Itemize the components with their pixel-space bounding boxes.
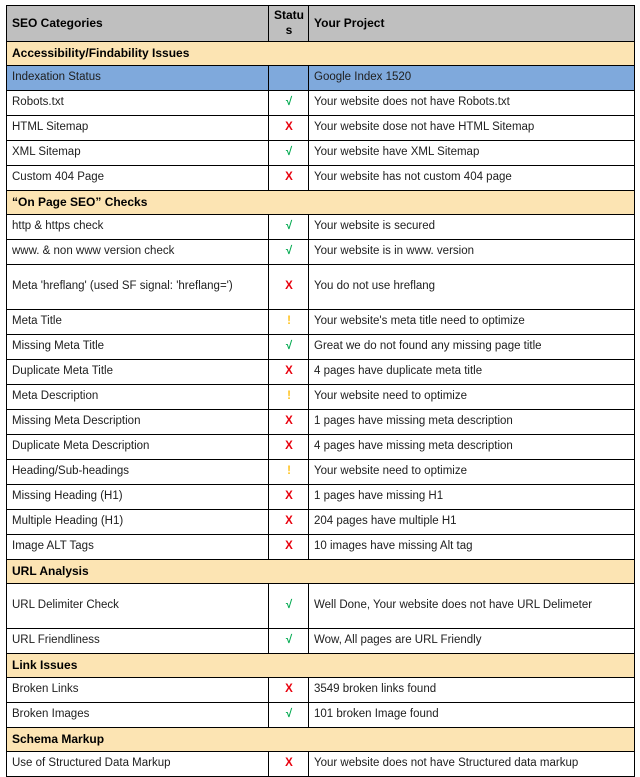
category-cell: Heading/Sub-headings: [7, 459, 269, 484]
check-icon: √: [285, 340, 293, 353]
category-cell: URL Friendliness: [7, 628, 269, 653]
category-cell: Broken Links: [7, 677, 269, 702]
table-row: [7, 702, 635, 727]
project-result-cell: Your website need to optimize: [309, 459, 635, 484]
project-result-cell: Great we do not found any missing page title: [309, 334, 635, 359]
category-cell: HTML Sitemap: [7, 115, 269, 140]
status-cell: [269, 534, 309, 559]
check-icon: √: [285, 220, 293, 233]
status-cell: [269, 583, 309, 628]
status-cell: [269, 115, 309, 140]
project-result-cell: Your website is in www. version: [309, 239, 635, 264]
project-result-cell: Google Index 1520: [309, 65, 635, 90]
category-cell: URL Delimiter Check: [7, 583, 269, 628]
project-result-cell: Your website's meta title need to optimize: [309, 309, 635, 334]
status-cell: [269, 214, 309, 239]
table-header-row: [7, 6, 635, 42]
table-row: [7, 140, 635, 165]
status-cell: [269, 484, 309, 509]
status-cell: [269, 334, 309, 359]
status-cell: [269, 239, 309, 264]
table-row: [7, 751, 635, 776]
category-cell: Robots.txt: [7, 90, 269, 115]
section-title: “On Page SEO” Checks: [7, 190, 635, 214]
cross-icon: X: [285, 683, 293, 696]
project-result-cell: Well Done, Your website does not have URL Delimeter: [309, 583, 635, 628]
status-cell: [269, 264, 309, 309]
status-cell: [269, 409, 309, 434]
category-cell: Image ALT Tags: [7, 534, 269, 559]
project-result-cell: 3549 broken links found: [309, 677, 635, 702]
category-cell: Missing Heading (H1): [7, 484, 269, 509]
table-row: [7, 434, 635, 459]
warning-icon: !: [287, 390, 291, 403]
project-result-cell: Your website does not have Robots.txt: [309, 90, 635, 115]
status-cell: [269, 384, 309, 409]
status-cell: [269, 165, 309, 190]
project-result-cell: 1 pages have missing meta description: [309, 409, 635, 434]
table-row: [7, 359, 635, 384]
table-row: [7, 677, 635, 702]
cross-icon: X: [285, 415, 293, 428]
table-row: [7, 239, 635, 264]
section-header-row: [7, 559, 635, 583]
cross-icon: X: [285, 540, 293, 553]
category-cell: Use of Structured Data Markup: [7, 751, 269, 776]
category-cell: Missing Meta Title: [7, 334, 269, 359]
status-cell: [269, 509, 309, 534]
table-row: [7, 459, 635, 484]
table-row: [7, 583, 635, 628]
status-cell: [269, 65, 309, 90]
category-cell: Meta 'hreflang' (used SF signal: 'hreflang='): [7, 264, 269, 309]
section-title: Link Issues: [7, 653, 635, 677]
table-row: [7, 214, 635, 239]
status-cell: [269, 434, 309, 459]
project-result-cell: 204 pages have multiple H1: [309, 509, 635, 534]
table-row: [7, 115, 635, 140]
project-result-cell: 1 pages have missing H1: [309, 484, 635, 509]
status-cell: [269, 140, 309, 165]
project-column-header: Your Project: [309, 6, 635, 42]
project-result-cell: Your website has not custom 404 page: [309, 165, 635, 190]
project-result-cell: Your website need to optimize: [309, 384, 635, 409]
project-result-cell: 4 pages have missing meta description: [309, 434, 635, 459]
project-result-cell: Your website dose not have HTML Sitemap: [309, 115, 635, 140]
project-result-cell: You do not use hreflang: [309, 264, 635, 309]
category-cell: http & https check: [7, 214, 269, 239]
section-header-row: [7, 727, 635, 751]
check-icon: √: [285, 599, 293, 612]
cross-icon: X: [285, 490, 293, 503]
category-cell: Meta Title: [7, 309, 269, 334]
category-cell: Broken Images: [7, 702, 269, 727]
category-cell: Missing Meta Description: [7, 409, 269, 434]
check-icon: √: [285, 708, 293, 721]
category-column-header: SEO Categories: [7, 6, 269, 42]
table-row: [7, 484, 635, 509]
status-cell: [269, 702, 309, 727]
table-row: [7, 409, 635, 434]
project-result-cell: Wow, All pages are URL Friendly: [309, 628, 635, 653]
table-row: [7, 628, 635, 653]
category-cell: Meta Description: [7, 384, 269, 409]
project-result-cell: 4 pages have duplicate meta title: [309, 359, 635, 384]
project-result-cell: Your website is secured: [309, 214, 635, 239]
check-icon: √: [285, 245, 293, 258]
project-result-cell: 10 images have missing Alt tag: [309, 534, 635, 559]
status-cell: [269, 628, 309, 653]
table-row: [7, 65, 635, 90]
section-header-row: [7, 653, 635, 677]
status-cell: [269, 90, 309, 115]
status-cell: [269, 677, 309, 702]
status-cell: [269, 751, 309, 776]
section-header-row: [7, 190, 635, 214]
status-cell: [269, 459, 309, 484]
project-result-cell: 101 broken Image found: [309, 702, 635, 727]
section-header-row: [7, 41, 635, 65]
category-cell: Duplicate Meta Title: [7, 359, 269, 384]
cross-icon: X: [285, 121, 293, 134]
category-cell: XML Sitemap: [7, 140, 269, 165]
table-row: [7, 509, 635, 534]
category-cell: Multiple Heading (H1): [7, 509, 269, 534]
check-icon: √: [285, 634, 293, 647]
seo-audit-table: [6, 5, 635, 777]
cross-icon: X: [285, 365, 293, 378]
category-cell: Custom 404 Page: [7, 165, 269, 190]
warning-icon: !: [287, 465, 291, 478]
section-title: Accessibility/Findability Issues: [7, 41, 635, 65]
table-row: [7, 90, 635, 115]
check-icon: √: [285, 96, 293, 109]
status-column-header: Status: [269, 6, 309, 42]
cross-icon: X: [285, 171, 293, 184]
status-cell: [269, 359, 309, 384]
table-row: [7, 309, 635, 334]
table-row: [7, 384, 635, 409]
table-row: [7, 534, 635, 559]
project-result-cell: Your website have XML Sitemap: [309, 140, 635, 165]
cross-icon: X: [285, 757, 293, 770]
check-icon: √: [285, 146, 293, 159]
section-title: URL Analysis: [7, 559, 635, 583]
warning-icon: !: [287, 315, 291, 328]
cross-icon: X: [285, 515, 293, 528]
cross-icon: X: [285, 440, 293, 453]
table-row: [7, 165, 635, 190]
cross-icon: X: [285, 280, 293, 293]
status-cell: [269, 309, 309, 334]
category-cell: Indexation Status: [7, 65, 269, 90]
table-row: [7, 264, 635, 309]
table-row: [7, 334, 635, 359]
table-body: [7, 6, 635, 777]
project-result-cell: Your website does not have Structured data markup: [309, 751, 635, 776]
category-cell: www. & non www version check: [7, 239, 269, 264]
section-title: Schema Markup: [7, 727, 635, 751]
seo-audit-sheet: [6, 5, 634, 777]
category-cell: Duplicate Meta Description: [7, 434, 269, 459]
